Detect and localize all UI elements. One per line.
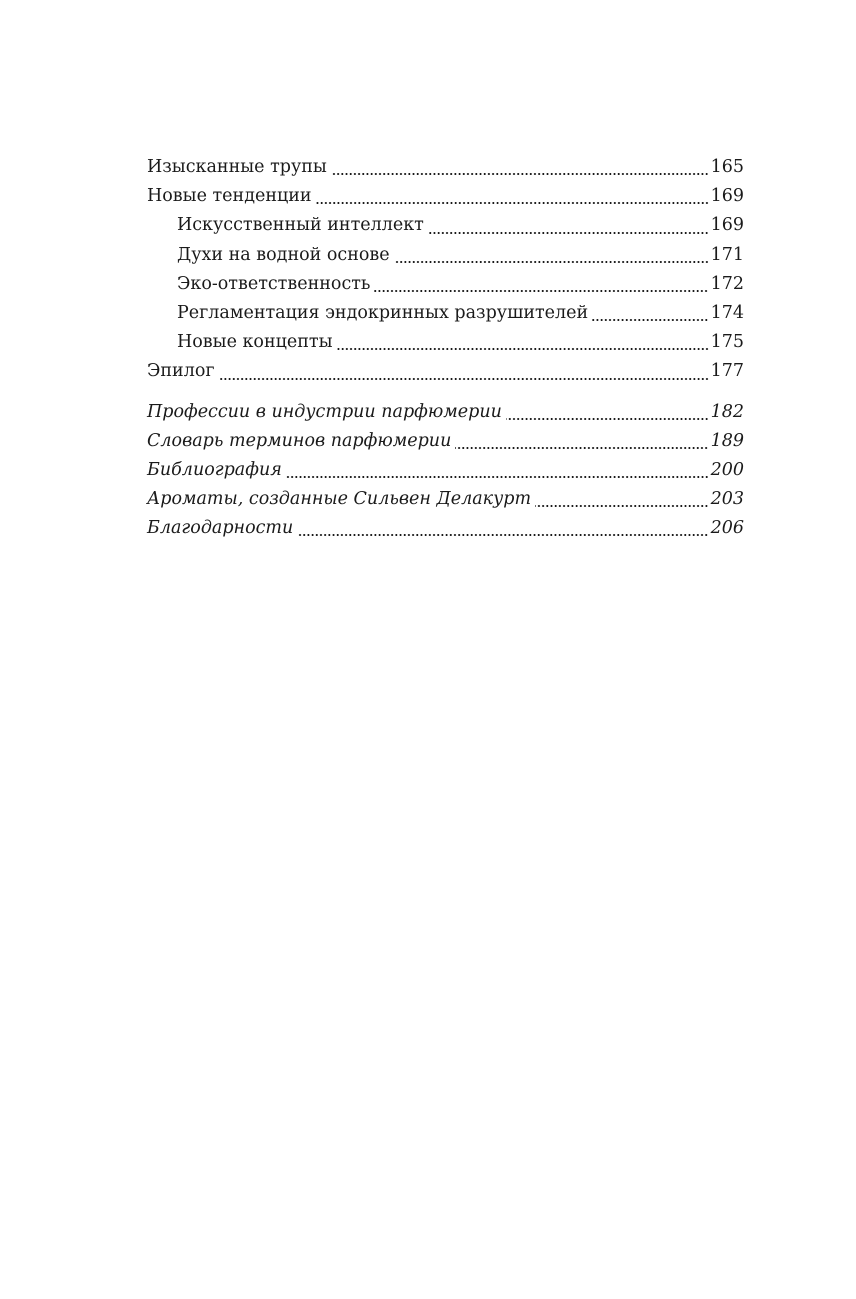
toc-subentry[interactable] [147, 299, 744, 328]
toc-entry-title: Ароматы, созданные Сильвен Делакурт [147, 489, 532, 510]
toc-entry-title: Регламентация эндокринных разрушителей [177, 302, 589, 323]
toc-page-number: 172 [710, 273, 744, 294]
toc-dot-leader [592, 319, 708, 321]
toc-subentry[interactable] [147, 328, 744, 357]
toc-entry-title: Духи на водной основе [177, 244, 390, 265]
toc-entry-title: Искусственный интеллект [177, 215, 424, 236]
toc-page-number: 182 [710, 401, 744, 422]
toc-entry-title: Профессии в индустрии парфюмерии [147, 401, 502, 422]
toc-page-number: 177 [710, 361, 744, 382]
toc-back-matter-entry[interactable] [147, 427, 744, 456]
toc-dot-leader [337, 348, 709, 350]
toc-page-number: 206 [710, 518, 744, 539]
toc-page-number: 174 [710, 302, 744, 323]
toc-entry[interactable] [147, 357, 744, 386]
toc-dot-leader [394, 261, 709, 263]
toc-page-number: 171 [710, 244, 744, 265]
toc-entry[interactable] [147, 182, 744, 211]
toc-page-number: 175 [710, 332, 744, 353]
toc-dot-leader [286, 476, 709, 478]
toc-back-matter-entry[interactable] [147, 456, 744, 485]
toc-subentry[interactable] [147, 270, 744, 299]
toc-dot-leader [331, 173, 709, 175]
toc-back-matter-section [147, 398, 744, 544]
toc-page-number: 169 [710, 215, 744, 236]
toc-dot-leader [455, 447, 708, 449]
toc-page-number: 203 [710, 489, 744, 510]
toc-back-matter-entry[interactable] [147, 514, 744, 543]
toc-entry-title: Эко-ответственность [177, 273, 371, 294]
toc-main-section [147, 153, 744, 387]
toc-dot-leader [506, 418, 709, 420]
toc-back-matter-entry[interactable] [147, 485, 744, 514]
toc-entry-title: Библиография [147, 459, 282, 480]
toc-page-number: 189 [710, 430, 744, 451]
toc-dot-leader [428, 232, 709, 234]
toc-dot-leader [219, 378, 709, 380]
toc-page-number: 200 [710, 459, 744, 480]
toc-entry-title: Эпилог [147, 361, 215, 382]
toc-entry[interactable] [147, 153, 744, 182]
toc-dot-leader [297, 534, 708, 536]
toc-entry-title: Благодарности [147, 518, 294, 539]
toc-entry-title: Новые концепты [177, 332, 333, 353]
toc-page-number: 169 [710, 186, 744, 207]
toc-subentry[interactable] [147, 211, 744, 240]
toc-dot-leader [374, 290, 708, 292]
toc-dot-leader [316, 202, 709, 204]
toc-dot-leader [535, 505, 709, 507]
toc-back-matter-entry[interactable] [147, 398, 744, 427]
toc-subentry[interactable] [147, 241, 744, 270]
toc-entry-title: Словарь терминов парфюмерии [147, 430, 452, 451]
table-of-contents [147, 153, 744, 543]
toc-entry-title: Новые тенденции [147, 186, 312, 207]
toc-page-number: 165 [710, 157, 744, 177]
toc-entry-title: Изысканные трупы [147, 157, 327, 177]
